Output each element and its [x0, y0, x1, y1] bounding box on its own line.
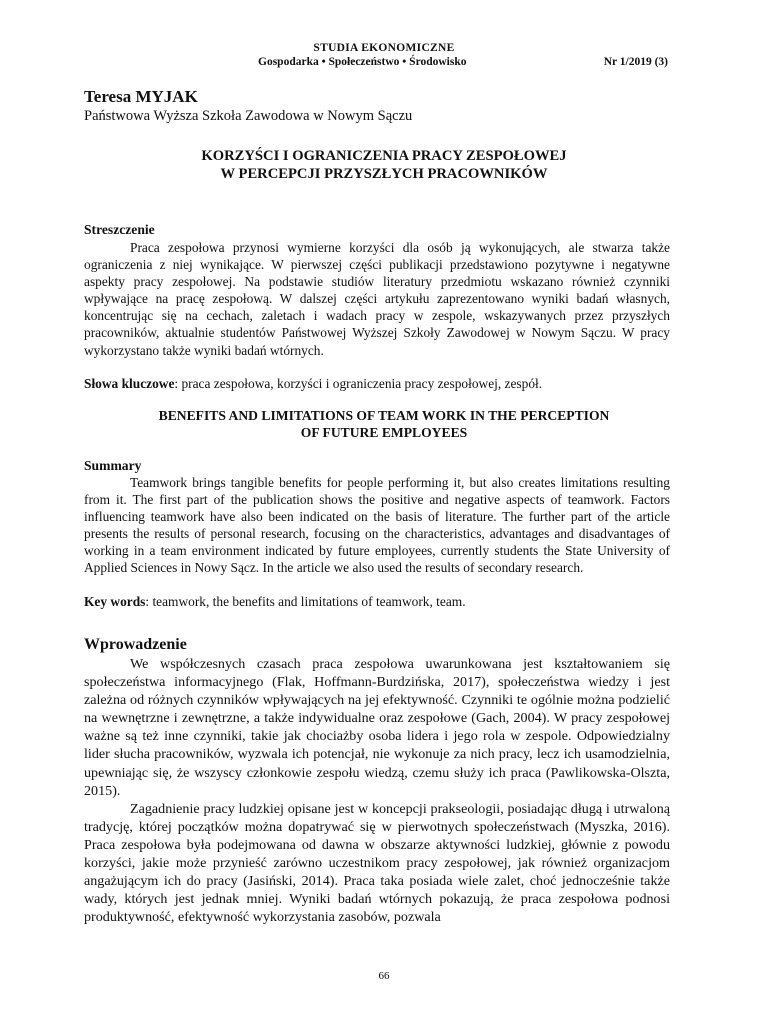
author-affiliation: Państwowa Wyższa Szkoła Zawodowa w Nowym Sączu	[84, 108, 413, 124]
intro-paragraph-2	[84, 800, 670, 927]
page-number: 66	[378, 970, 390, 982]
title-pl-line-2: W PERCEPCJI PRZYSZŁYCH PRACOWNIKÓW	[220, 166, 548, 182]
issue-number: Nr 1/2019 (3)	[603, 56, 668, 68]
article-title-pl	[84, 147, 684, 183]
abstract-en-text: Teamwork brings tangible benefits for people performing it, but also creates limitations resulting from it. The first part of the publication shows the positive and negative aspects of teamwork. Factors influencing teamwork have also been indicated on the basis of literature. The further part of the article presents the results of personal research, focusing on the characteristics, advantages and disadvantages of working in a team environment indicated by future employees, currently students the State University of Applied Sciences in Nowy Sącz. In the article we also used the results of secondary research.	[84, 475, 670, 576]
title-en-line-2: OF FUTURE EMPLOYEES	[300, 425, 468, 440]
intro-p1-text: We współczesnych czasach praca zespołowa uwarunkowana jest kształtowaniem się społeczeństwa informacyjnego (Flak, Hoffmann-Burdzińska, 2017), społeczeństwa wiedzy i jest zależna od różnych czynników wpływających na jej efektywność. Czynniki te ogólnie można podzielić na wewnętrzne i zewnętrzne, a także indywidualne oraz zespołowe (Gach, 2004). W pracy zespołowej ważne są też inne czynniki, takie jak chociażby osoba lidera i jego rola w zespole. Odpowiedzialny lider słucha pracowników, wyzwala ich potencjał, nie wykonuje za nich pracy, lecz ich usamodzielnia, upewniając się, że wszyscy członkowie zespołu wiedzą, czemu służy ich praca (Pawlikowska-Olszta, 2015).	[84, 656, 670, 799]
abstract-pl-heading: Streszczenie	[84, 222, 155, 237]
keywords-en	[84, 594, 684, 610]
article-title-en	[84, 407, 684, 441]
journal-subtitle: Gospodarka • Społeczeństwo • Środowisko	[258, 56, 467, 68]
intro-body	[84, 655, 670, 926]
title-pl-line-1: KORZYŚCI I OGRANICZENIA PRACY ZESPOŁOWEJ	[201, 148, 567, 164]
abstract-en	[84, 474, 670, 577]
author-name: Teresa MYJAK	[84, 87, 198, 106]
intro-p2-text: Zagadnienie pracy ludzkiej opisane jest w koncepcji prakseologii, posiadając długą i utrwaloną tradycję, której początków można dopatrywać się w pierwotnych społeczeństwach (Myszka, 2016). Praca zespołowa była podejmowana od dawna w obszarze aktywności ludzkiej, głównie z powodu korzyści, jakie może przynieść zarówno uczestnikom pracy zespołowej, jak również organizacjom angażującym ich do pracy (Jasiński, 2014). Praca taka posiada wiele zalet, choć jednocześnie także wady, których jest jednak mniej. Wyniki badań wtórnych pokazują, że praca zespołowa podnosi produktywność, efektywność wykorzystania zasobów, pozwala	[84, 800, 670, 926]
intro-heading: Wprowadzenie	[84, 636, 187, 653]
intro-paragraph-1	[84, 655, 670, 800]
journal-title: STUDIA EKONOMICZNE	[313, 42, 455, 54]
abstract-pl	[84, 239, 670, 359]
abstract-pl-text: Praca zespołowa przynosi wymierne korzyści dla osób ją wykonujących, ale stwarza także ograniczenia z niej wynikające. W pierwszej części publikacji przedstawiono pozytywne i negatywne aspekty pracy zespołowej. Na podstawie studiów literatury przedmiotu wskazano również czynniki wpływające na pracę zespołową. W dalszej części artykułu zaprezentowano wyniki badań własnych, koncentrując się na cechach, zaletach i wadach pracy w zespole, wskazywanych przez przyszłych pracowników, aktualnie studentów Państwowej Wyższej Szkoły Zawodowej w Nowym Sączu. W pracy wykorzystano także wyniki badań wtórnych.	[84, 240, 670, 358]
keywords-pl-label: Słowa kluczowe	[84, 376, 175, 391]
abstract-en-heading: Summary	[84, 458, 142, 473]
keywords-en-label: Key words	[84, 594, 146, 609]
title-en-line-1: BENEFITS AND LIMITATIONS OF TEAM WORK IN THE PERCEPTION	[158, 408, 610, 423]
keywords-en-text: : teamwork, the benefits and limitations of teamwork, team.	[145, 594, 466, 609]
keywords-pl	[84, 376, 684, 392]
keywords-pl-text: : praca zespołowa, korzyści i ograniczenia pracy zespołowej, zespół.	[174, 376, 543, 391]
